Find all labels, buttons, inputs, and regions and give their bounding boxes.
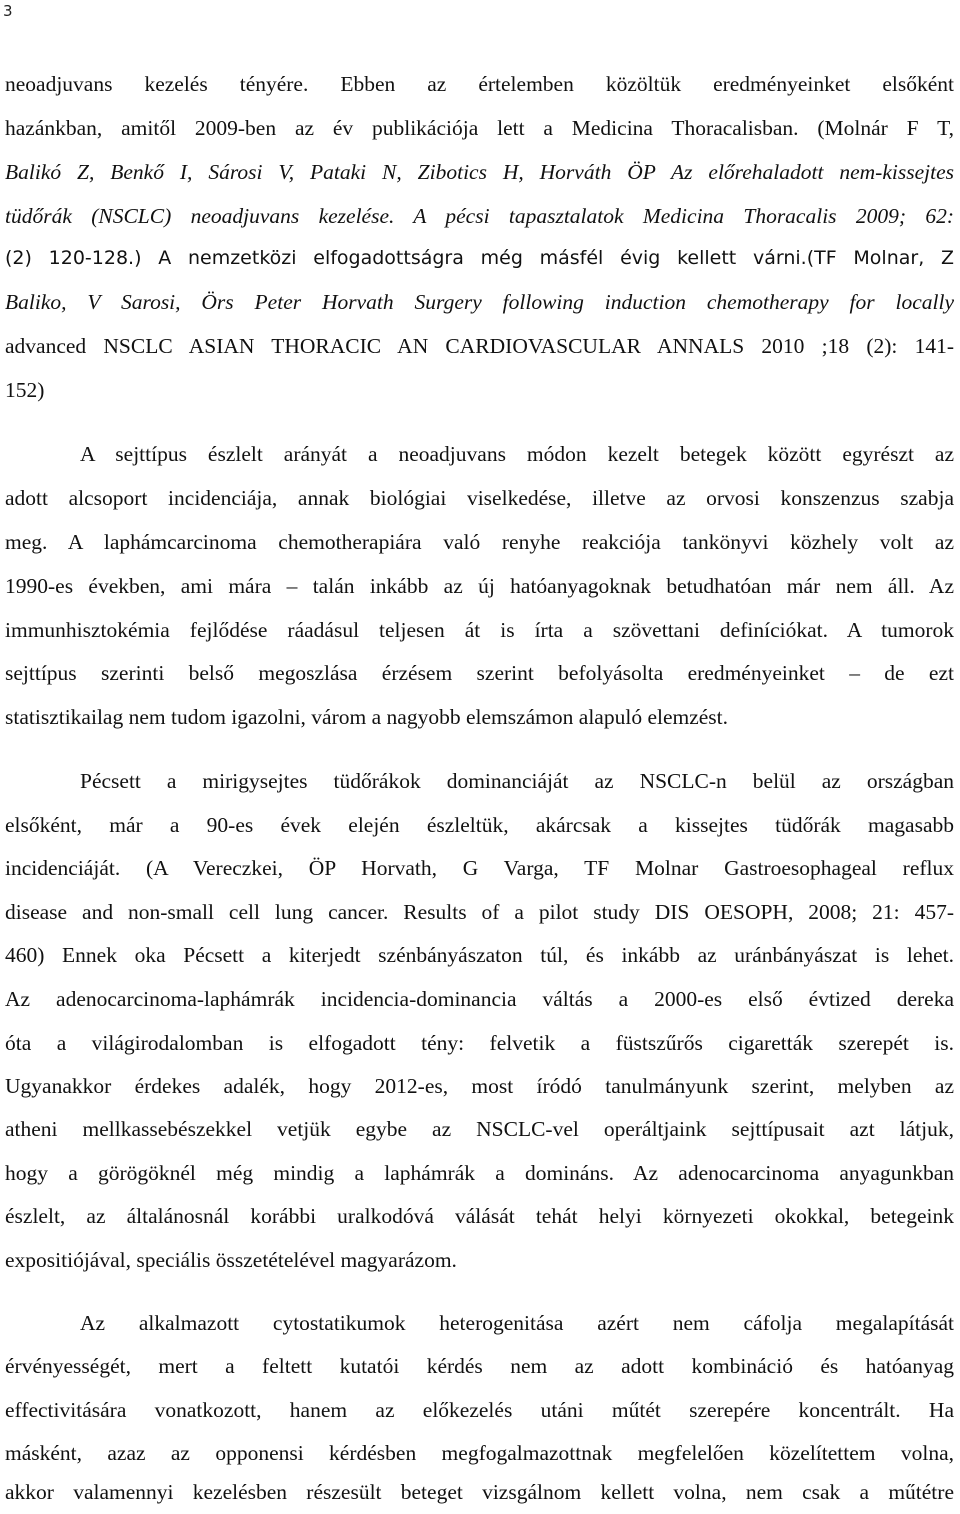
text-line: atheni mellkassebészekkel vetjük egybe az NSCLC-vel operáltjaink sejttípusait azt látjuk, xyxy=(5,1117,954,1141)
text-line: óta a világirodalomban is elfogadott tény: felvetik a füstszűrős cigaretták szerepét is. xyxy=(5,1031,954,1055)
text-line: elsőként, már a 90-es évek elején észleltük, akárcsak a kissejtes tüdőrák magasabb xyxy=(5,813,954,837)
text-line: immunhisztokémia fejlődése ráadásul teljesen át is írta a szövettani definíciókat. A tumorok xyxy=(5,618,954,642)
text-line: akkor valamennyi kezelésben részesült beteget vizsgálnom kellett volna, nem csak a műtétre xyxy=(5,1480,954,1504)
text-line: expositiójával, speciális összetételével magyarázom. xyxy=(5,1248,457,1272)
text-line: incidenciáját. (A Vereczkei, ÖP Horvath, G Varga, TF Molnar Gastroesophageal reflux xyxy=(5,856,954,880)
text-line: Az adenocarcinoma-laphámrák incidencia-dominancia váltás a 2000-es első évtized dereka xyxy=(5,987,954,1011)
text-line: (2) 120-128.) A nemzetközi elfogadottságra még másfél évig kellett várni.(TF Molnar, Z xyxy=(5,247,954,269)
text-line: advanced NSCLC ASIAN THORACIC AN CARDIOVASCULAR ANNALS 2010 ;18 (2): 141- xyxy=(5,334,954,358)
text-line: észlelt, az általánosnál korábbi uralkodóvá válását tehát helyi környezeti okokkal, betegeink xyxy=(5,1204,954,1228)
text-line: sejttípus szerinti belső megoszlása érzésem szerint befolyásolta eredményeinket – de ezt xyxy=(5,661,954,685)
text-line: A sejttípus észlelt arányát a neoadjuvans módon kezelt betegek között egyrészt az xyxy=(80,442,954,466)
text-line: Ugyanakkor érdekes adalék, hogy 2012-es, most íródó tanulmányunk szerint, melyben az xyxy=(5,1074,954,1098)
page-number: 3 xyxy=(3,2,13,20)
text-line: 152) xyxy=(5,378,45,402)
text-line: statisztikailag nem tudom igazolni, várom a nagyobb elemszámon alapuló elemzést. xyxy=(5,705,729,729)
text-line: hogy a görögöknél még mindig a laphámrák a domináns. Az adenocarcinoma anyagunkban xyxy=(5,1161,954,1185)
text-line: tüdőrák (NSCLC) neoadjuvans kezelése. A pécsi tapasztalatok Medicina Thoracalis 2009; 62: xyxy=(5,204,954,228)
text-line: neoadjuvans kezelés tényére. Ebben az értelemben közöltük eredményeinket elsőként xyxy=(5,72,954,96)
text-line: meg. A laphámcarcinoma chemotherapiára való renyhe reakciója tankönyvi közhely volt az xyxy=(5,530,954,554)
text-line: disease and non-small cell lung cancer. Results of a pilot study DIS OESOPH, 2008; 21: 457- xyxy=(5,900,954,924)
text-line: 1990-es években, ami mára – talán inkább az új hatóanyagoknak betudhatóan már nem áll. Az xyxy=(5,574,954,598)
text-line: Az alkalmazott cytostatikumok heterogenitása azért nem cáfolja megalapítását xyxy=(80,1311,954,1335)
text-line: Baliko, V Sarosi, Örs Peter Horvath Surgery following induction chemotherapy for locally xyxy=(5,290,954,314)
text-line: 460) Ennek oka Pécsett a kiterjedt szénbányászaton túl, és inkább az uránbányászat is lehet. xyxy=(5,943,954,967)
text-line: Balikó Z, Benkő I, Sárosi V, Pataki N, Zibotics H, Horváth ÖP Az előrehaladott nem-kissejtes xyxy=(5,160,954,184)
text-line: érvényességét, mert a feltett kutatói kérdés nem az adott kombináció és hatóanyag xyxy=(5,1354,954,1378)
text-line: Pécsett a mirigysejtes tüdőrákok dominanciáját az NSCLC-n belül az országban xyxy=(80,769,954,793)
text-line: másként, azaz az opponensi kérdésben megfogalmazottnak megfelelően közelítettem volna, xyxy=(5,1441,954,1465)
text-line: adott alcsoport incidenciája, annak biológiai viselkedése, illetve az orvosi konszenzus szabja xyxy=(5,486,954,510)
text-line: hazánkban, amitől 2009-ben az év publikációja lett a Medicina Thoracalisban. (Molnár F T, xyxy=(5,116,954,140)
text-line: effectivitására vonatkozott, hanem az előkezelés utáni műtét szerepére koncentrált. Ha xyxy=(5,1398,954,1422)
